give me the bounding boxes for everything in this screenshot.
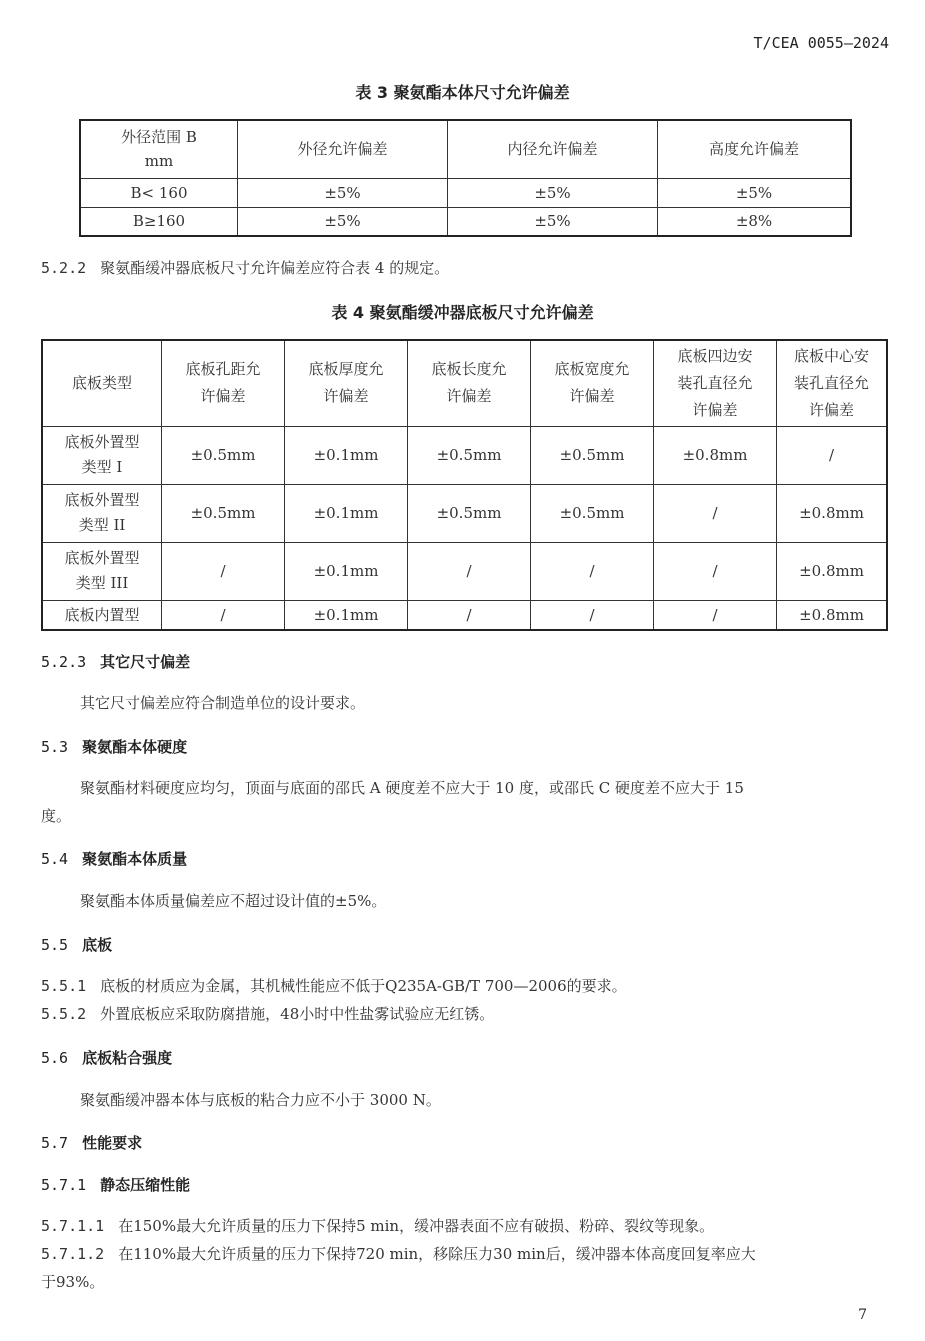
t4-cell: ±0.8mm [777,484,888,542]
t4-cell: ±0.8mm [777,542,888,600]
para-text: 外置底板应采取防腐措施，48小时中性盐雾试验应无红锈。 [100,1005,495,1023]
para-text: 底板的材质应为金属，其机械性能应不低于Q235A-GB/T 700—2006的要求。 [100,977,627,995]
t4-cell: / [531,542,654,600]
t4-cell: / [654,484,777,542]
doc-code: T/CEA 0055—2024 [753,34,889,52]
t3-cell: ±5% [448,178,658,207]
para-5-7-1-1 [41,1215,714,1237]
t3-header-range: 外径范围 B mm [80,120,238,178]
para-5-2-3: 其它尺寸偏差应符合制造单位的设计要求。 [80,694,366,712]
t4-cell: / [654,600,777,630]
para-5-5-1 [41,975,627,997]
t4-cell: ±0.5mm [162,426,285,484]
table-row [42,484,887,542]
para-text: 聚氨酯缓冲器底板尺寸允许偏差应符合表 4 的规定。 [100,259,450,277]
heading-title: 底板 [82,936,113,954]
t3-cell: ±5% [238,178,448,207]
t4-cell: ±0.8mm [654,426,777,484]
heading-number: 5.2.3 [41,653,87,671]
heading-title: 聚氨酯本体硬度 [82,738,188,756]
para-number: 5.7.1.2 [41,1245,105,1263]
t4-cell: / [408,600,531,630]
t4-cell: ±0.1mm [285,426,408,484]
table-row [80,178,851,207]
heading-5-2-3 [41,651,190,672]
heading-5-5 [41,934,112,955]
t4-cell-type: 底板外置型 类型 III [42,542,162,600]
t4-cell: ±0.1mm [285,600,408,630]
t4-header: 底板中心安 装孔直径允 许偏差 [777,340,888,426]
para-5-5-2 [41,1003,494,1025]
t4-cell: ±0.5mm [408,426,531,484]
heading-5-7 [41,1132,142,1153]
para-number: 5.5.1 [41,977,87,995]
heading-number: 5.7.1 [41,1176,87,1194]
t4-cell: / [777,426,888,484]
heading-title: 静态压缩性能 [100,1176,191,1194]
heading-5-3 [41,736,187,757]
table4-caption: 表 4 聚氨酯缓冲器底板尺寸允许偏差 [331,303,594,322]
table-row [42,426,887,484]
t4-header: 底板四边安 装孔直径允 许偏差 [654,340,777,426]
t3-cell: ±5% [448,207,658,236]
t4-header: 底板厚度允 许偏差 [285,340,408,426]
para-number: 5.2.2 [41,259,87,277]
table3 [79,119,852,237]
heading-number: 5.7 [41,1134,69,1152]
heading-5-7-1 [41,1174,190,1195]
t3-cell: B< 160 [80,178,238,207]
heading-number: 5.5 [41,936,69,954]
t3-cell: B≥160 [80,207,238,236]
heading-5-6 [41,1047,172,1068]
t4-cell: / [162,542,285,600]
t4-cell: / [654,542,777,600]
t4-header: 底板孔距允 许偏差 [162,340,285,426]
t4-cell: ±0.1mm [285,484,408,542]
t3-cell: ±8% [658,207,852,236]
para-5-6: 聚氨酯缓冲器本体与底板的粘合力应不小于 3000 N。 [80,1091,441,1109]
heading-title: 性能要求 [82,1134,143,1152]
t4-cell: ±0.1mm [285,542,408,600]
table-row [42,542,887,600]
t4-header: 底板长度允 许偏差 [408,340,531,426]
t4-header-type: 底板类型 [42,340,162,426]
heading-title: 底板粘合强度 [82,1049,173,1067]
t4-cell: ±0.5mm [531,484,654,542]
heading-title: 聚氨酯本体质量 [82,850,188,868]
t4-cell: ±0.5mm [531,426,654,484]
para-number: 5.5.2 [41,1005,87,1023]
heading-number: 5.4 [41,850,69,868]
para-text: 在110%最大允许质量的压力下保持720 min，移除压力30 min后，缓冲器本体高度回复率应大 [118,1245,756,1263]
t4-cell: ±0.8mm [777,600,888,630]
t4-cell: / [408,542,531,600]
t3-cell: ±5% [658,178,852,207]
t3-header-height: 高度允许偏差 [658,120,852,178]
t4-cell-type: 底板外置型 类型 II [42,484,162,542]
para-number: 5.7.1.1 [41,1217,105,1235]
para-5-2-2 [41,257,449,279]
page-number: 7 [858,1307,867,1323]
t3-header-inner: 内径允许偏差 [448,120,658,178]
t4-cell: / [531,600,654,630]
table4 [41,339,888,631]
para-5-7-1-2-line2: 于93%。 [41,1273,105,1291]
heading-number: 5.3 [41,738,69,756]
table-row [42,600,887,630]
t4-header: 底板宽度允 许偏差 [531,340,654,426]
t3-header-outer: 外径允许偏差 [238,120,448,178]
para-text: 在150%最大允许质量的压力下保持5 min，缓冲器表面不应有破损、粉碎、裂纹等现象。 [118,1217,715,1235]
t3-cell: ±5% [238,207,448,236]
table3-caption: 表 3 聚氨酯本体尺寸允许偏差 [355,83,570,102]
table-row [80,207,851,236]
heading-title: 其它尺寸偏差 [100,653,191,671]
t4-cell-type: 底板内置型 [42,600,162,630]
t4-cell: ±0.5mm [162,484,285,542]
t4-cell-type: 底板外置型 类型 I [42,426,162,484]
para-5-3-line1: 聚氨酯材料硬度应均匀，顶面与底面的邵氏 A 硬度差不应大于 10 度，或邵氏 C 硬度差不应大于 15 [80,779,744,797]
para-5-7-1-2-line1 [41,1243,756,1265]
para-5-4: 聚氨酯本体质量偏差应不超过设计值的±5%。 [80,892,387,910]
heading-number: 5.6 [41,1049,69,1067]
t4-cell: ±0.5mm [408,484,531,542]
t4-cell: / [162,600,285,630]
heading-5-4 [41,848,187,869]
para-5-3-line2: 度。 [41,807,72,825]
